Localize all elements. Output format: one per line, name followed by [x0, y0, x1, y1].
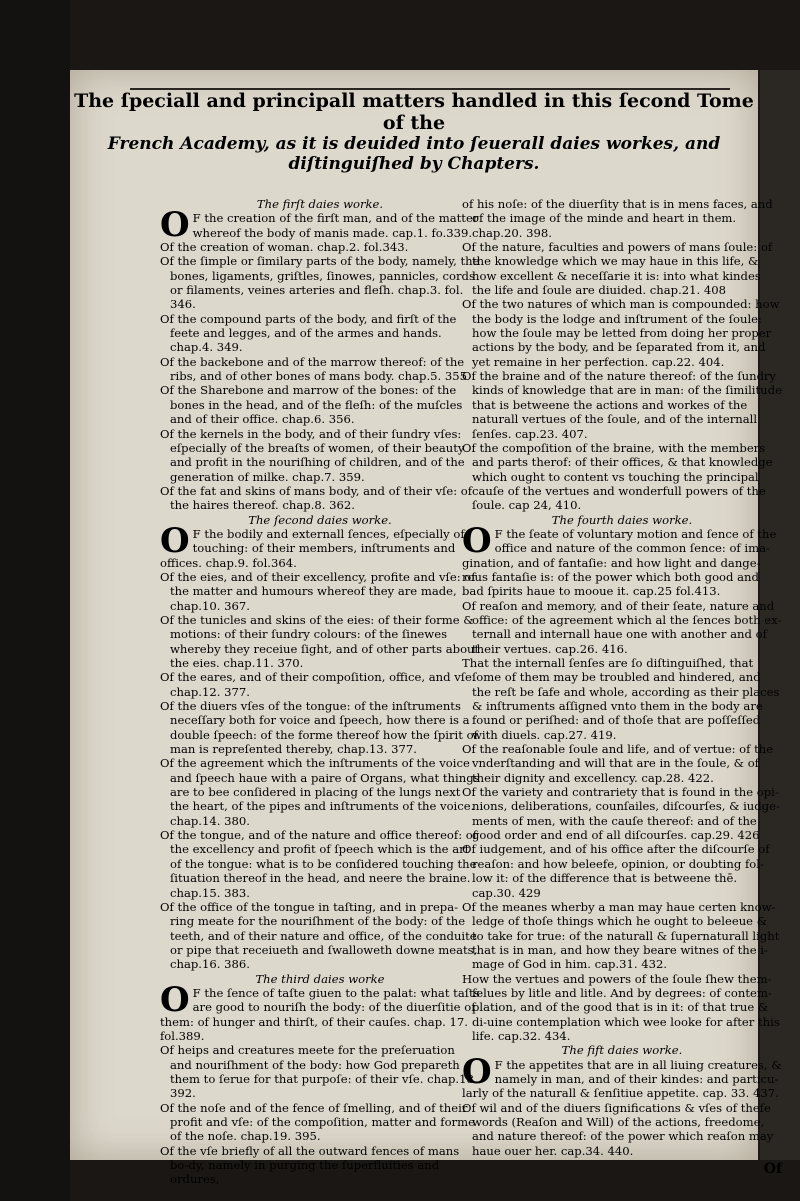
list-item: Of the compoſition of the braine, with the members and parts therof: of their offices, & that knowledge which ought to content vs touching the principal cauſe of the vertues and wonderfull powers of the ſoule. cap 24, 410. [462, 440, 773, 513]
list-item: Of the two natures of which man is compounded: how the body is the lodge and inſtrument of the ſoule: how the ſoule may be letted from doing her proper actions by the body, and be ſeparated from it, and yet remaine in her perfection. cap.22. 404. [462, 297, 780, 369]
section-heading-second-day: The ſecond daies worke. [248, 512, 392, 527]
list-item: Of the kernels in the body, and of their ſundry vſes: eſpecially of the breaſts of women, of their beauty and profit in the nouriſhing of children, and of the generation of milke. chap.7. 359. [160, 426, 465, 484]
entry-chapter-1 [160, 205, 480, 246]
list-item: Of the backebone and of the marrow thereof: of the ribs, and of other bones of mans body. chap.5. 355 [160, 354, 468, 384]
list-item: Of the creation of woman. chap.2. fol.343. [160, 240, 409, 255]
page-subtitle: French Academy, as it is deuided into ſeuerall daies workes, and diſtinguiſhed by Chapters. [107, 134, 721, 174]
list-item: Of the reaſonable ſoule and life, and of vertue: of the vnderſtanding and will that are in the ſoule, & of their dignity and excellency. cap.28. 422. [462, 742, 774, 785]
page-title: The ſpeciall and principall matters handled in this ſecond Tome of the [74, 90, 754, 134]
list-item: Of the Sharebone and marrow of the bones: of the bones in the head, and of the fleſh: of the muſcles and of their office. chap.6. 356. [160, 383, 463, 427]
section-heading-first-day: The firſt daies worke. [256, 197, 384, 211]
list-item: Of the nature, faculties and powers of mans ſoule: of the knowledge which we may haue in this life, & how excellent & neceſſarie it is: into what kindes the life and ſoule are diuided. chap.21. 408 [462, 240, 773, 298]
list-item: Of iudgement, and of his office after the diſcourſe of reaſon: and how beleefe, opinion, or doubting fol-low it: of the difference that is betweene thē. cap.30. 429 [462, 842, 770, 900]
list-item: That the internall ſenſes are ſo diſtinguiſhed, that ſome of them may be troubled and hindered, and the reſt be ſafe and whole, according as their places & inſtruments aſſigned vnto them in the body are found or periſhed: and of thoſe that are poſſeſſed with diuels. cap.27. 419. [462, 656, 780, 742]
section-heading-third-day: The third daies worke [255, 971, 385, 986]
entry-text: F the creation of the firſt man, and of the matter whereof the body of manis made. cap.1. fo.339. [192, 211, 479, 240]
list-item: Of reaſon and memory, and of their ſeate, nature and office: of the agreement which al the ſences both ex-ternall and internall haue one with another and of their vertues. cap.26. 416. [462, 598, 782, 656]
list-item: Of the tongue, and of the nature and office thereof: of the excellency and profit of ſpeech which is the art of the tongue: what is to be conſidered touching the ſituation thereof in the head, and neere the braine. chap.15. 383. [160, 828, 478, 900]
entry-chapter-17 [160, 979, 480, 1043]
catchword: Of [763, 1161, 782, 1178]
drop-cap: O [160, 205, 190, 246]
entry-chapter-25 [462, 520, 782, 599]
list-item: Of the agreement which the inſtruments of the voice and ſpeech haue with a paire of Organs, what things are to bee conſidered in placing of the lungs next the heart, of the pipes and inſtruments of the voice. chap.14. 380. [160, 756, 480, 828]
entry-chapter-9 [160, 520, 480, 570]
entry-text: F the ſence of taſte giuen to the palat: what taſts are good to nouriſh the body: of the diuerſitie of them: of hunger and thirſt, of their cauſes. chap. 17. fol.389. [160, 985, 480, 1043]
section-heading-fifth-day: The fift daies worke. [561, 1043, 683, 1058]
list-item: Of the braine and of the nature thereof: of the ſundry kinds of knowledge that are in man: of the ſimilitude that is betweene the actions and workes of the naturall vertues of the ſoule, and of the internall ſenſes. cap.23. 407. [462, 369, 782, 441]
list-item: Of the eies, and of their excellency, profite and vſe: of the matter and humours whereof they are made, chap.10. 367. [160, 569, 476, 613]
entry-text: F the bodily and externall ſences, eſpecially of touching: of their members, inſtruments and offices. chap.9. fol.364. [160, 526, 465, 570]
list-item: Of the tunicles and skins of the eies: of their forme & motions: of their ſundry colours: of the ſinewes whereby they receiue ſight, and of other parts about the eies. chap.11. 370. [160, 612, 480, 670]
list-item: Of wil and of the diuers ſignifications & vſes of theſe words (Reaſon and Will) of the actions, freedome, and nature thereof: of the power which reaſon may haue ouer her. cap.34. 440. [462, 1100, 774, 1158]
list-item: How the vertues and powers of the ſoule ſhew them-ſelues by litle and litle. And by degrees: of contem-plation, and of the good that is in it: of that true & di-uine contemplation which wee looke for after this life. cap.32. 434. [462, 971, 780, 1043]
list-item: Of the ſimple or ſimilary parts of the body, namely, the bones, ligaments, griſtles, ſinowes, pannicles, cords or filaments, veines arteries and fleſh. chap.3. fol. 346. [160, 254, 480, 312]
drop-cap: O [462, 520, 492, 561]
list-item: Of the diuers vſes of the tongue: of the inſtruments neceſſary both for voice and ſpeech, how there is a double ſpeech: of the forme thereof how the ſpirit of man is repreſented thereby, chap.13. 377. [160, 699, 478, 757]
list-item: Of the noſe and of the fence of ſmelling, and of their profit and vſe: of the compoſition, matter and forme of the noſe. chap.19. 395. [160, 1100, 475, 1144]
entry-text: F the ſeate of voluntary motion and ſence of the office and nature of the common ſence: of ima-gination, and of fantaſie: and how light and dange-rous fantaſie is: of the power which both good and bad ſpirits haue to mooue it. cap.25 fol.413. [462, 526, 777, 599]
list-item: Of the office of the tongue in taſting, and in prepa-ring meate for the nouriſhment of the body: of the teeth, and of their nature and office, of the conduite or pipe that receiueth and ſwalloweth downe meats, chap.16. 386. [160, 899, 478, 972]
list-item: of his noſe: of the diuerſity that is in mens faces, and of the image of the minde and heart in them. chap.20. 398. [462, 197, 773, 240]
list-item: Of the vſe briefly of all the outward fences of mans bo-dy, namely in purging the ſuperfluities and ordures, [160, 1143, 460, 1187]
list-item: Of the eares, and of their compoſition, office, and vſe. chap.12. 377. [160, 670, 476, 699]
list-item: Of the compound parts of the body, and firſt of the feete and legges, and of the armes and hands. chap.4. 349. [160, 311, 457, 355]
drop-cap: O [462, 1051, 492, 1092]
list-item: Of heips and creatures meete for the preſeruation and nouriſhment of the body: how God prepareth them to ſerue for that purpoſe: of their vſe. chap.18. 392. [160, 1043, 478, 1101]
list-item: Of the meanes wherby a man may haue certen know-ledge of thoſe things which he ought to beleeue & to take for true: of the naturall & ſupernaturall light that is in man, and how they beare witnes of the i-mage of God in him. cap.31. 432. [462, 899, 780, 972]
left-column [160, 197, 480, 1187]
drop-cap: O [160, 520, 190, 561]
list-item: Of the fat and skins of mans body, and of their vſe: of the haires thereof. chap.8. 362. [160, 483, 473, 513]
right-column [462, 197, 782, 1176]
page-heading [70, 90, 758, 174]
entry-text: F the appetites that are in all liuing creatures, & namely in man, and of their kindes: and particu-larly of the naturall & ſenſitiue appetite. cap. 33. 437. [462, 1057, 782, 1101]
entry-chapter-33 [462, 1051, 782, 1101]
book-shadow-left [0, 0, 70, 1201]
section-heading-fourth-day: The fourth daies worke. [551, 512, 693, 527]
drop-cap: O [160, 979, 190, 1020]
list-item: Of the variety and contrariety that is found in the opi-nions, deliberations, counſailes, diſcourſes, & iudge-ments of men, with the cauſe thereof: and of the good order and end of all diſcourſes. cap.29. 426 [462, 785, 780, 843]
